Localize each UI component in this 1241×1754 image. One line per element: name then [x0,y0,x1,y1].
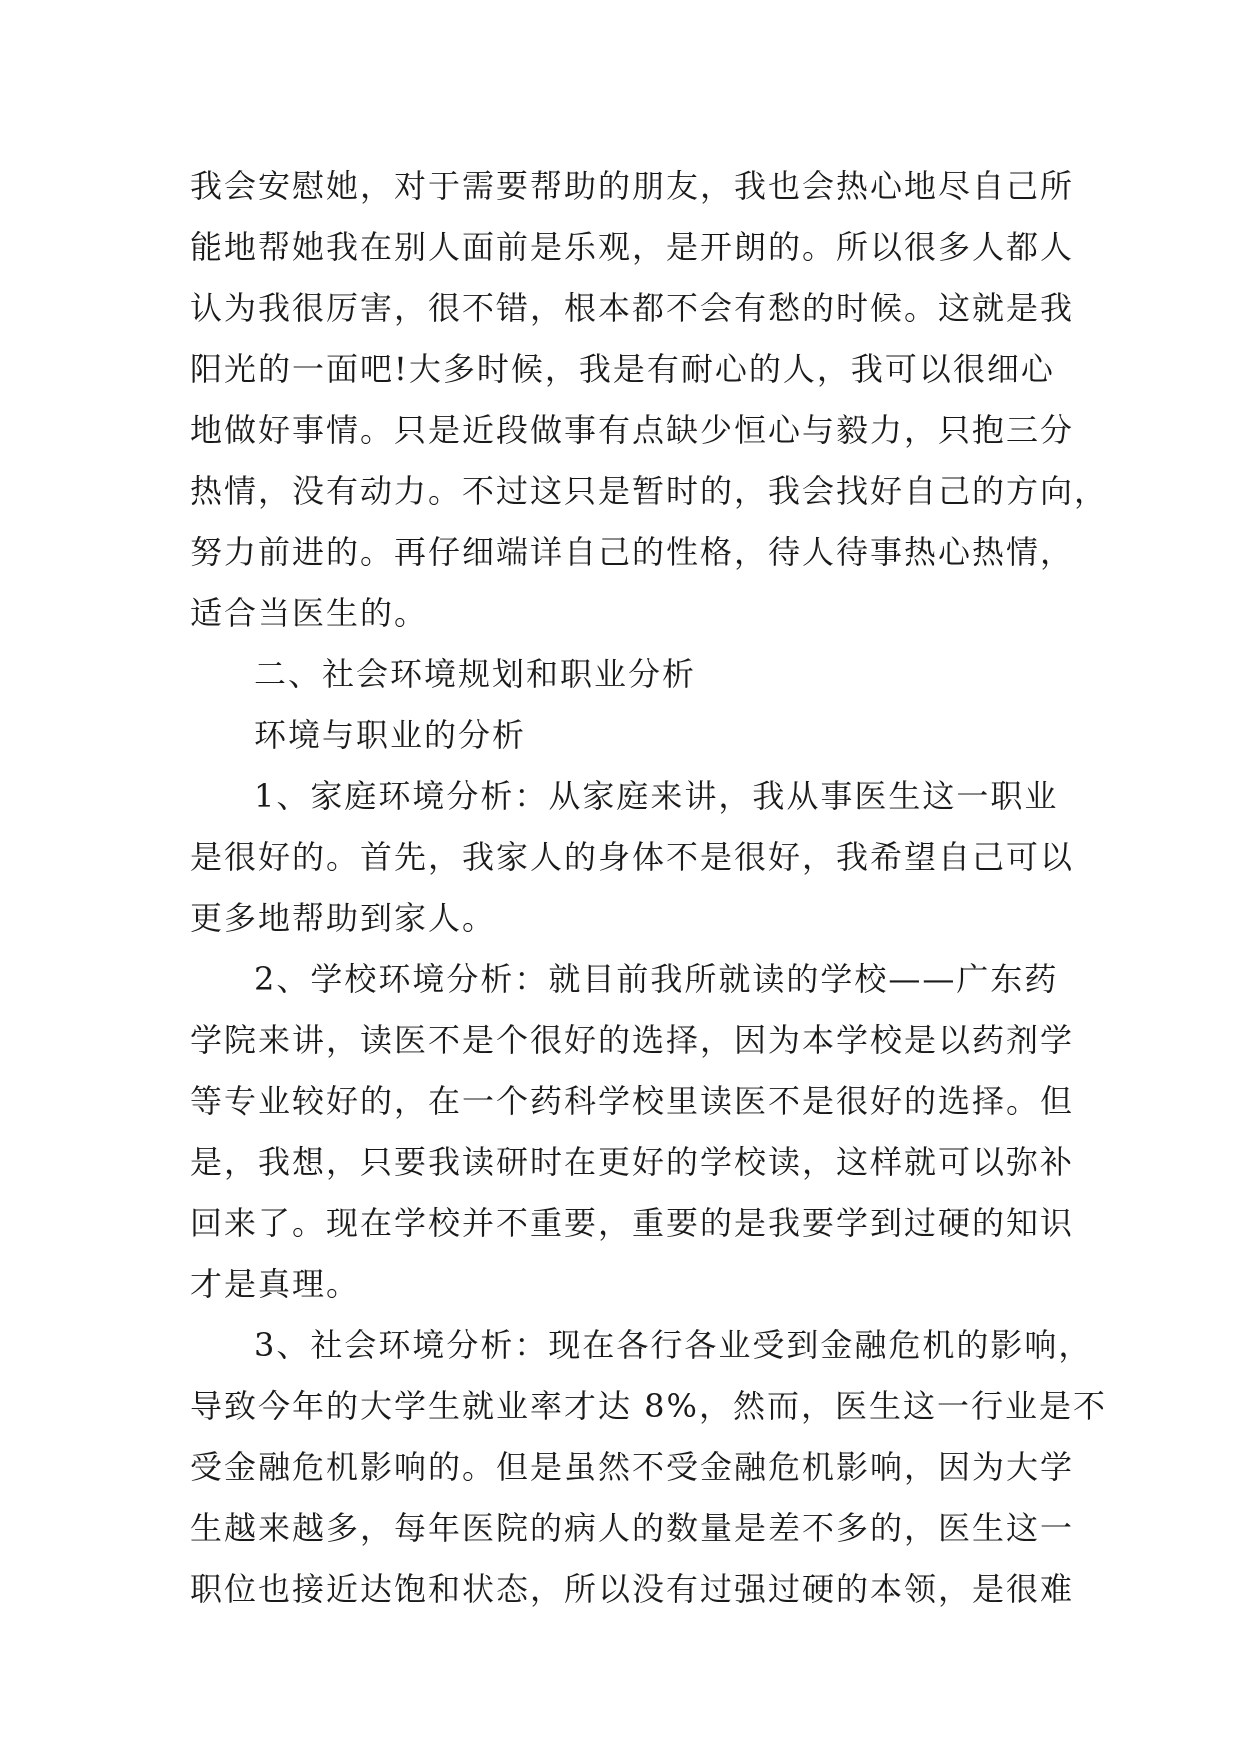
text-line: 等专业较好的，在一个药科学校里读医不是很好的选择。但 [190,1082,1075,1120]
paragraph-intro-continuation [190,156,1109,644]
text-line: 能地帮她我在别人面前是乐观，是开朗的。所以很多人都人 [190,228,1075,266]
section-heading [190,644,1070,705]
text-line: 努力前进的。再仔细端详自己的性格，待人待事热心热情， [190,533,1075,571]
text-line: 1、家庭环境分析：从家庭来讲，我从事医生这一职业 [254,777,1059,815]
text-line: 更多地帮助到家人。 [190,899,497,937]
text-line: 阳光的一面吧!大多时候，我是有耐心的人，我可以很细心 [190,350,1055,388]
heading-line: 二、社会环境规划和职业分析 [254,655,697,693]
text-line: 才是真理。 [190,1265,361,1303]
subheading [190,705,1070,766]
text-line: 回来了。现在学校并不重要，重要的是我要学到过硬的知识 [190,1204,1075,1242]
text-line: 导致今年的大学生就业率才达 8%，然而，医生这一行业是不 [190,1387,1107,1425]
paragraph-school-analysis [190,949,1075,1315]
text-line: 生越来越多，每年医院的病人的数量是差不多的，医生这一 [190,1509,1075,1547]
text-line: 地做好事情。只是近段做事有点缺少恒心与毅力，只抱三分 [190,411,1075,449]
text-line: 受金融危机影响的。但是虽然不受金融危机影响，因为大学 [190,1448,1075,1486]
text-line: 2、学校环境分析：就目前我所就读的学校——广东药 [254,960,1059,998]
paragraph-family-analysis [190,766,1075,949]
text-line: 职位也接近达饱和状态，所以没有过强过硬的本领，是很难 [190,1570,1075,1608]
text-line: 学院来讲，读医不是个很好的选择，因为本学校是以药剂学 [190,1021,1075,1059]
paragraph-society-analysis [190,1315,1107,1620]
text-line: 3、社会环境分析：现在各行各业受到金融危机的影响， [254,1326,1093,1364]
document-body [190,156,1109,1620]
text-line: 适合当医生的。 [190,594,429,632]
text-line: 我会安慰她，对于需要帮助的朋友，我也会热心地尽自己所 [190,167,1075,205]
text-line: 认为我很厉害，很不错，根本都不会有愁的时候。这就是我 [190,289,1075,327]
text-line: 是很好的。首先，我家人的身体不是很好，我希望自己可以 [190,838,1075,876]
text-line: 热情，没有动力。不过这只是暂时的，我会找好自己的方向， [190,472,1109,510]
text-line: 是，我想，只要我读研时在更好的学校读，这样就可以弥补 [190,1143,1075,1181]
heading-line: 环境与职业的分析 [254,716,527,754]
